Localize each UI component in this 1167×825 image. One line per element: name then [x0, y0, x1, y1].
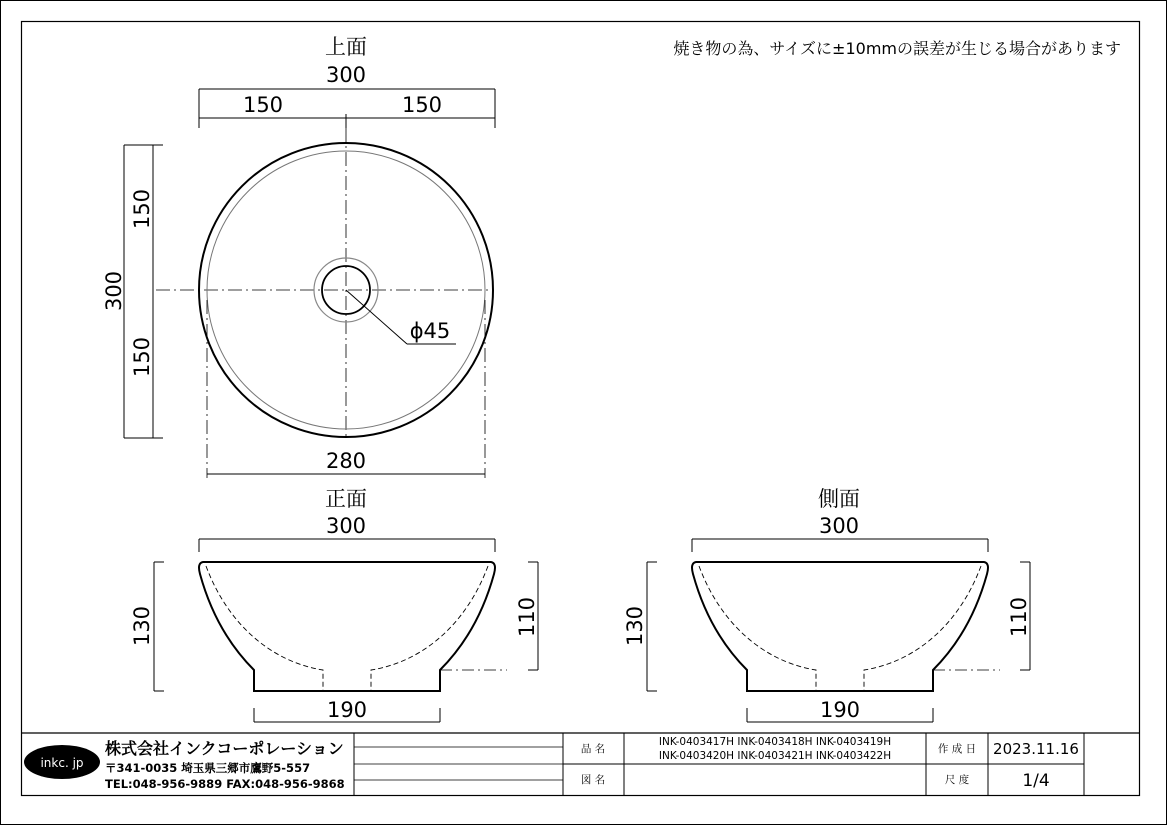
outer-frame: [1, 1, 1167, 825]
product-codes-line1: INK-0403417H INK-0403418H INK-0403419H: [658, 736, 892, 748]
top-view-title: 上面: [325, 35, 367, 59]
top-width-label: 300: [325, 63, 367, 87]
side-height-label: 130: [623, 605, 647, 647]
date-label: 作 成 日: [937, 743, 977, 755]
top-height-upper-label: 150: [130, 188, 154, 230]
scale-value: 1/4: [1022, 771, 1050, 791]
drawing-name-label: 図 名: [580, 774, 606, 786]
top-view: [102, 35, 495, 478]
front-view-title: 正面: [325, 487, 367, 511]
front-base-label: 190: [326, 698, 368, 722]
top-height-lower-label: 150: [130, 336, 154, 378]
front-width-label: 300: [325, 514, 367, 538]
scale-label: 尺 度: [944, 774, 970, 786]
top-half-left-label: 150: [242, 93, 284, 117]
drain-diameter-label: ϕ45: [409, 319, 451, 343]
tolerance-note: 焼き物の為、サイズに±10mmの誤差が生じる場合があります: [673, 39, 1121, 58]
logo-text: inkc. jp: [40, 756, 84, 770]
top-half-right-label: 150: [401, 93, 443, 117]
side-view-title: 側面: [818, 487, 860, 511]
product-codes-line2: INK-0403420H INK-0403421H INK-0403422H: [658, 750, 892, 762]
company-address: 〒341-0035 埼玉県三郷市鷹野5-557: [105, 761, 311, 775]
product-name-label: 品 名: [580, 743, 606, 755]
top-height-label: 300: [102, 270, 126, 312]
title-block: [22, 733, 1139, 795]
front-height-label: 130: [130, 605, 154, 647]
front-view: [130, 487, 539, 722]
bowl-inner-label: 280: [325, 449, 367, 473]
side-depth-label: 110: [1007, 596, 1031, 638]
company-contact: TEL:048-956-9889 FAX:048-956-9868: [105, 777, 345, 791]
date-value: 2023.11.16: [993, 740, 1079, 758]
side-width-label: 300: [818, 514, 860, 538]
drawing-border: [22, 22, 1140, 796]
front-depth-label: 110: [515, 596, 539, 638]
company-name: 株式会社インクコーポレーション: [105, 739, 344, 758]
side-view: [623, 487, 1031, 722]
side-base-label: 190: [819, 698, 861, 722]
